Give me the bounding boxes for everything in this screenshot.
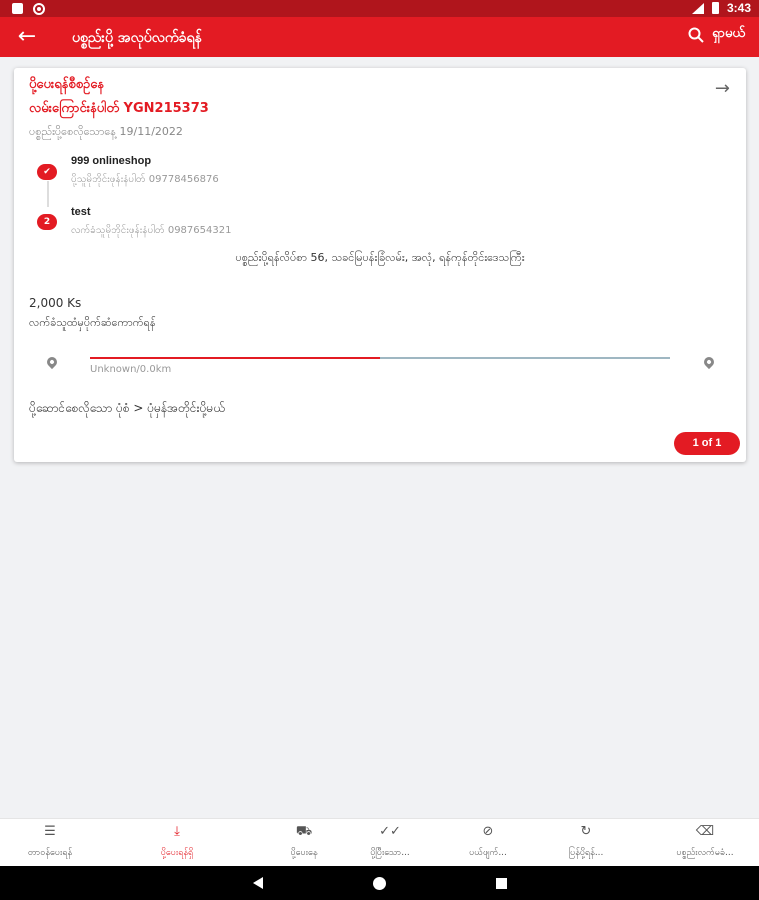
list-icon: ☰ [44, 824, 56, 839]
download-icon: ⤓ [174, 824, 180, 839]
nav-label: ပို့ပြီးသော... [370, 848, 410, 858]
nav-item-to-assign[interactable] [0, 819, 104, 867]
battery-icon [712, 2, 719, 14]
system-nav-bar [0, 866, 759, 900]
record-icon [33, 3, 45, 15]
search-icon [688, 27, 704, 43]
delivery-address: ပစ္စည်းပို့ရန်လိပ်စာ 56, သခင်မြပန်းခြံလမ်း, အလုံ, ရန်ကုန်တိုင်းဒေသကြီး [235, 251, 525, 264]
order-date: ပစ္စည်းပို့စေလိုသောနေ့ 19/11/2022 [29, 125, 183, 138]
step-connector [47, 181, 49, 207]
cancel-delivery-icon: ⊘ [482, 824, 494, 839]
nav-label: ပို့ပေးရန်ရှိ [160, 848, 194, 858]
receiver-name: test [71, 206, 91, 218]
destination-pin-icon [702, 355, 716, 369]
status-time: 3:43 [726, 1, 751, 15]
nav-label: တာဝန်ပေးရန် [27, 848, 73, 858]
status-bar [0, 0, 759, 17]
payment-note: လက်ခံသူထံမှပိုက်ဆံကောက်ရန် [29, 316, 156, 329]
nav-item-cancelled[interactable] [434, 819, 542, 867]
page-title: ပစ္စည်းပို့ အလုပ်လက်ခံရန် [72, 30, 202, 46]
sender-name: 999 onlineshop [71, 155, 152, 167]
price: 2,000 Ks [29, 296, 82, 310]
sender-phone: ပို့သူမိုဘိုင်းဖုန်းနံပါတ် 09778456876 [71, 174, 219, 185]
pager-badge: 1 of 1 [674, 432, 740, 455]
arrow-right-icon[interactable]: → [714, 78, 730, 99]
nav-label: ပို့ပေးနေ [290, 848, 318, 858]
system-recents-icon[interactable] [496, 878, 507, 889]
system-back-icon[interactable] [253, 877, 263, 889]
signal-icon [692, 3, 704, 14]
receiver-phone: လက်ခံသူမိုဘိုင်းဖုန်းနံပါတ် 0987654321 [71, 225, 232, 236]
back-arrow-icon[interactable]: ← [17, 24, 37, 49]
app-bar [0, 17, 759, 57]
check-icon: ✔ [37, 164, 57, 180]
route-progress-fill [90, 357, 380, 359]
notification-icon [12, 3, 23, 14]
nav-item-return[interactable] [532, 819, 640, 867]
refresh-icon: ↻ [580, 824, 592, 839]
nav-item-delivered[interactable] [336, 819, 444, 867]
route-progress-bar [90, 357, 670, 359]
bottom-nav [0, 818, 759, 866]
search-button[interactable] [688, 25, 745, 44]
delivery-type: ပို့ဆောင်စေလိုသော ပုံစံ > ပုံမှန်အတိုင်းပို့မယ် [29, 401, 225, 415]
double-check-icon: ✓✓ [379, 824, 401, 839]
tracking-number: လမ်းကြောင်းနံပါတ် YGN215373 [29, 101, 209, 116]
nav-item-to-deliver[interactable] [123, 819, 231, 867]
backspace-icon: ⌫ [695, 824, 715, 839]
nav-label: ပယ်ဖျက်... [469, 848, 507, 858]
nav-item-rejected[interactable] [651, 819, 759, 867]
nav-label: ပစ္စည်းလက်မခံ... [676, 848, 734, 858]
origin-pin-icon [45, 355, 59, 369]
nav-label: ပြန်ပို့ရန်... [568, 848, 604, 858]
system-home-icon[interactable] [373, 877, 386, 890]
truck-icon: ⛟ [295, 824, 313, 839]
delivery-status: ပို့ပေးရန်စီစဉ်နေ [29, 77, 105, 92]
delivery-card[interactable] [14, 68, 746, 462]
distance-readout: Unknown/0.0km [90, 364, 172, 375]
step-number-badge: 2 [37, 214, 57, 230]
search-label: ရှာမယ် [712, 26, 745, 41]
